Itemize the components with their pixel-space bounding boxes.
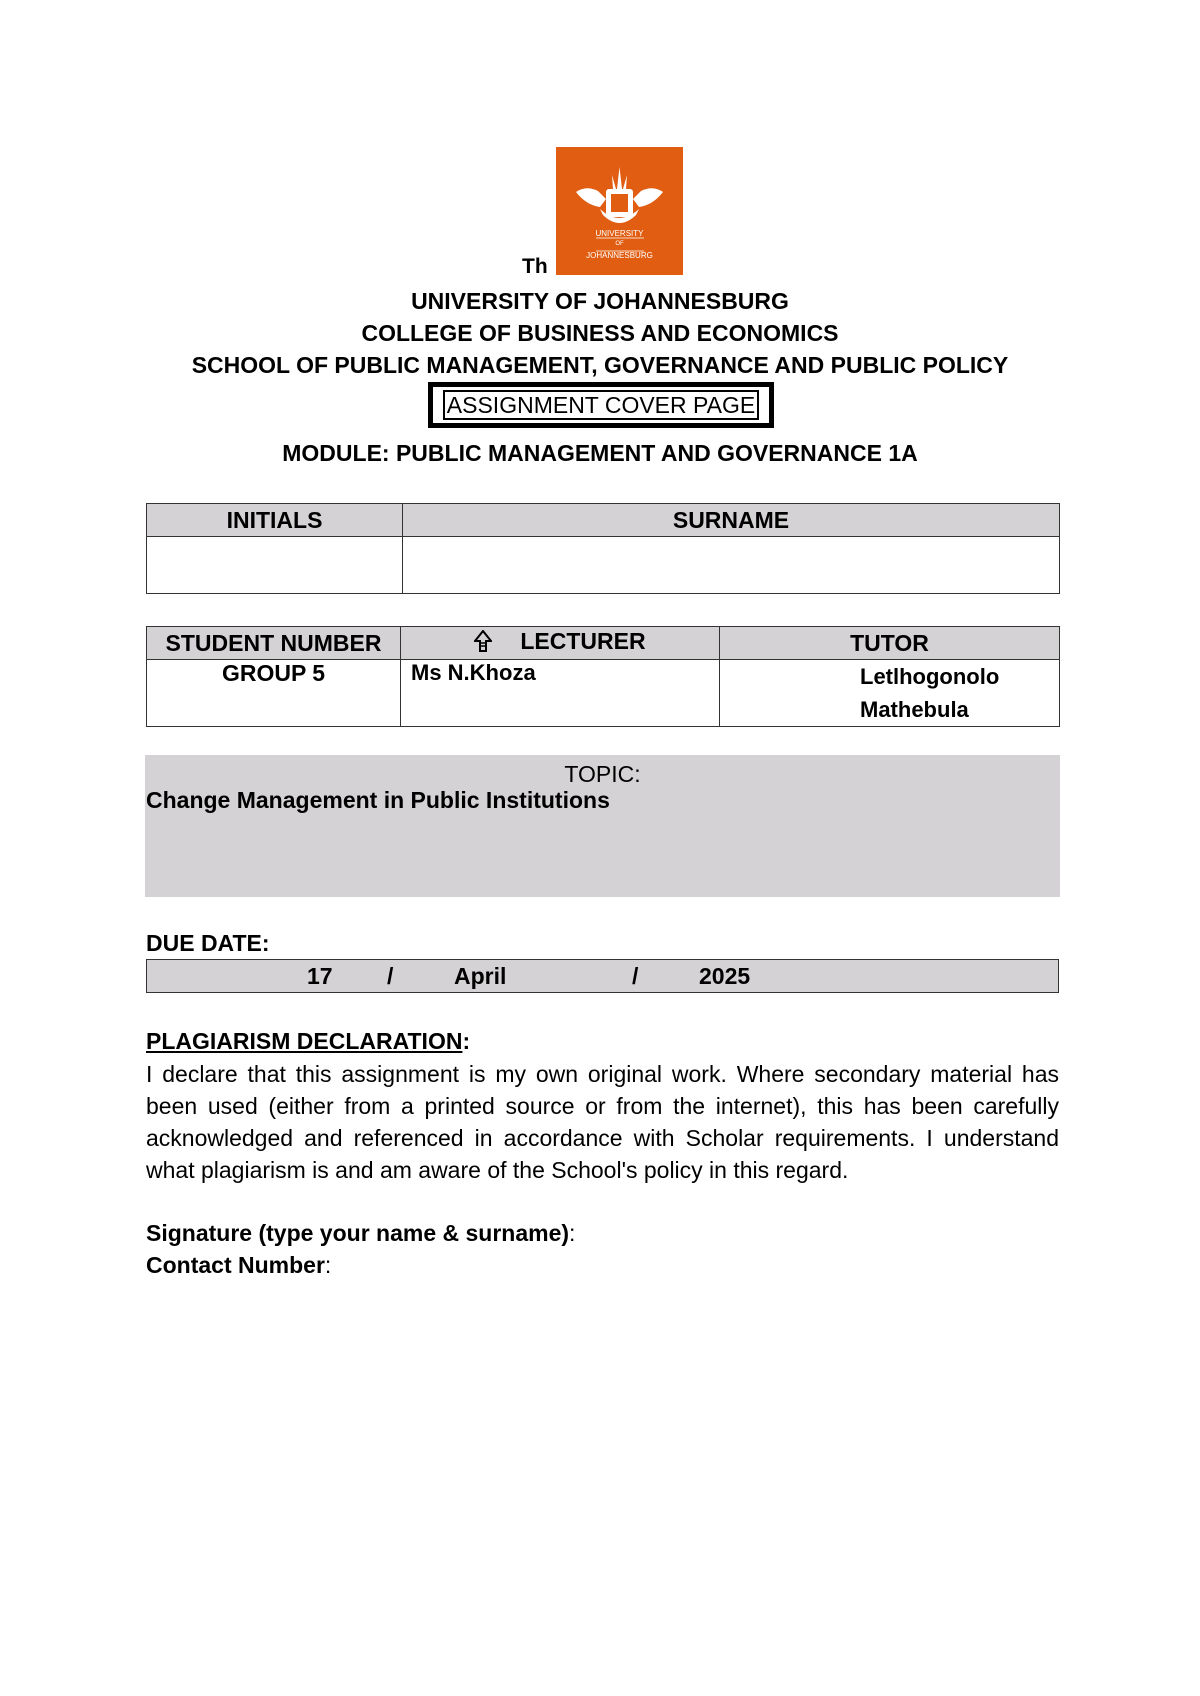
cover-page-title: ASSIGNMENT COVER PAGE xyxy=(443,390,759,420)
logo-text-university: UNIVERSITY xyxy=(595,229,644,238)
name-table xyxy=(146,503,1060,594)
tutor-value-cell[interactable] xyxy=(720,660,1060,727)
declaration-heading-line xyxy=(146,1028,470,1055)
contact-line[interactable] xyxy=(146,1252,331,1279)
signature-colon: : xyxy=(569,1220,576,1246)
due-date-day[interactable]: 17 xyxy=(307,963,333,989)
lecturer-header-cell xyxy=(401,627,720,660)
tutor-value-line2: Mathebula xyxy=(860,697,969,722)
tutor-header: TUTOR xyxy=(720,627,1060,660)
student-number-header: STUDENT NUMBER xyxy=(147,627,401,660)
surname-header: SURNAME xyxy=(403,504,1060,537)
up-arrow-icon xyxy=(474,630,492,652)
due-date-month[interactable]: April xyxy=(454,963,507,989)
university-name: UNIVERSITY OF JOHANNESBURG xyxy=(411,288,789,314)
signature-line[interactable] xyxy=(146,1220,575,1247)
declaration-heading-colon: : xyxy=(462,1028,471,1054)
initials-field[interactable] xyxy=(147,537,403,594)
university-logo xyxy=(556,147,683,275)
student-number-value[interactable]: GROUP 5 xyxy=(147,660,401,727)
school-name: SCHOOL OF PUBLIC MANAGEMENT, GOVERNANCE AND PUBLIC POLICY xyxy=(191,352,1009,378)
topic-value[interactable]: Change Management in Public Institutions xyxy=(146,787,610,813)
contact-colon: : xyxy=(324,1252,332,1278)
due-date-separator-2: / xyxy=(632,963,639,989)
module-title: MODULE: PUBLIC MANAGEMENT AND GOVERNANCE 1A xyxy=(282,440,918,466)
initials-header: INITIALS xyxy=(147,504,403,537)
logo-text-of: OF xyxy=(615,241,624,247)
contact-label: Contact Number xyxy=(146,1252,325,1278)
topic-label: TOPIC: xyxy=(564,761,641,787)
surname-field[interactable] xyxy=(403,537,1060,594)
stray-text: Th xyxy=(522,255,548,278)
signature-label: Signature (type your name & surname) xyxy=(146,1220,570,1246)
lecturer-header: LECTURER xyxy=(520,627,646,654)
college-name: COLLEGE OF BUSINESS AND ECONOMICS xyxy=(361,320,839,346)
due-date-separator-1: / xyxy=(387,963,394,989)
logo-text-johannesburg: JOHANNESBURG xyxy=(586,251,653,260)
lecturer-value[interactable]: Ms N.Khoza xyxy=(401,660,720,727)
declaration-body: I declare that this assignment is my own original work. Where secondary material has been used (either from a printed source or from the internet), this has been carefully acknowledged and referenced in accordance with Scholar requirements. I understand what plagiarism is and am aware of the School's policy in this regard. xyxy=(146,1061,1059,1183)
topic-block xyxy=(145,755,1060,897)
due-date-year[interactable]: 2025 xyxy=(699,963,751,989)
tutor-value-line1: Letlhogonolo xyxy=(860,664,1000,689)
cover-page-title-box xyxy=(428,382,774,428)
due-date-label: DUE DATE: xyxy=(146,930,270,956)
info-table xyxy=(146,626,1060,727)
declaration-heading: PLAGIARISM DECLARATION xyxy=(146,1028,463,1054)
due-date-bar xyxy=(146,959,1059,993)
university-crest-icon xyxy=(556,147,683,275)
